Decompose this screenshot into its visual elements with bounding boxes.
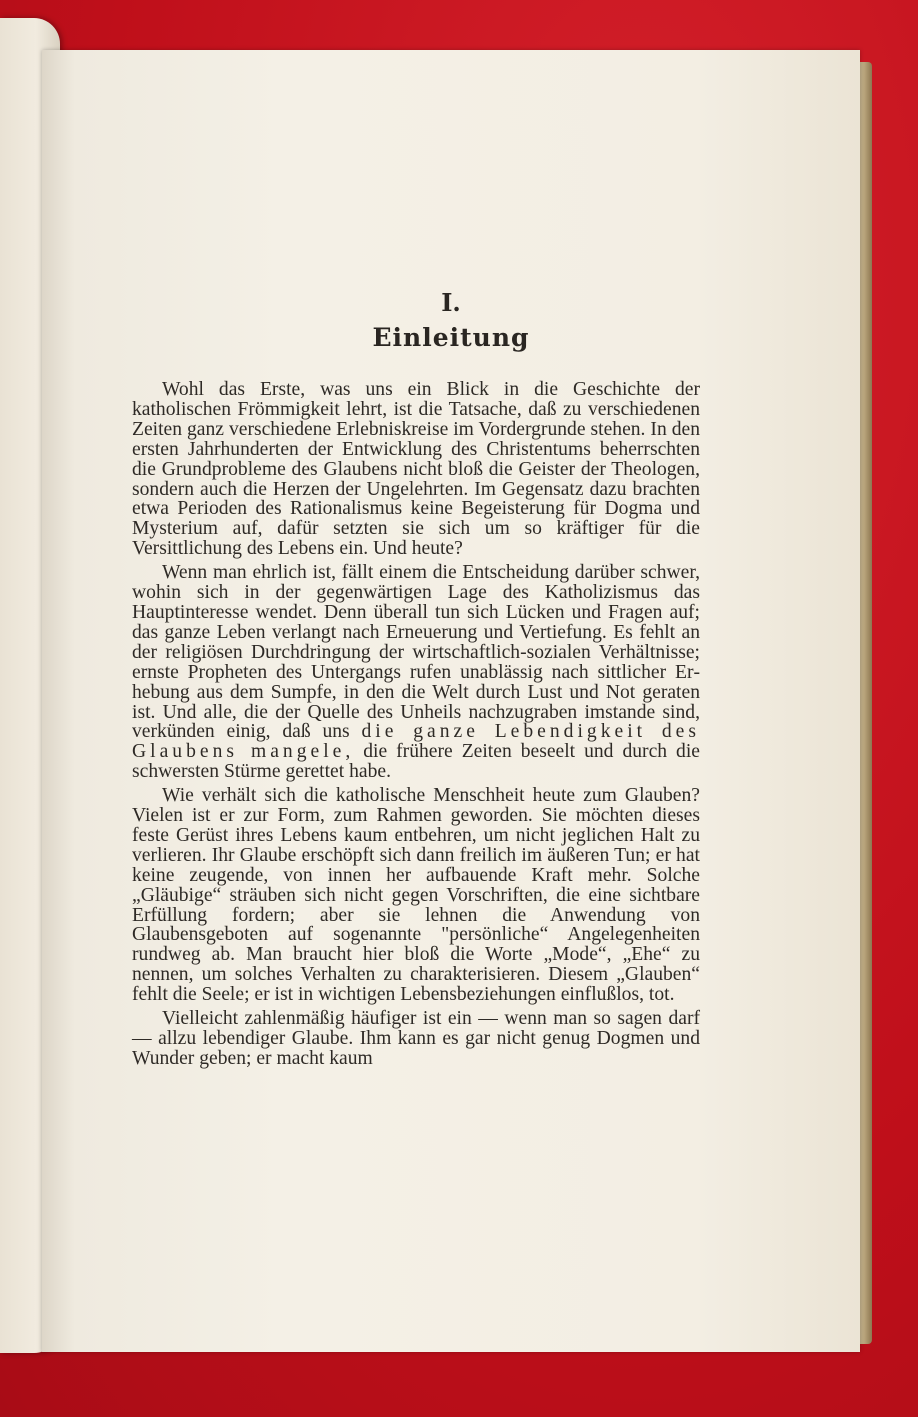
- paragraph-4: Vielleicht zahlenmäßig häufiger ist ein — wenn man so sagen darf — allzu lebendiger Glaube. Ihm kann es gar nicht genug Dogmen und Wunder geben; er macht kaum: [132, 1008, 700, 1069]
- paragraph-2: [132, 563, 700, 782]
- book-page: [42, 50, 860, 1352]
- chapter-title: Einleitung: [372, 323, 530, 352]
- chapter-number: I.: [441, 288, 461, 317]
- paragraph-2-emphasis: die ganze Lebendigkeit des Glaubens mangele,: [132, 721, 701, 763]
- paragraph-1: Wohl das Erste, was uns ein Blick in die Geschichte der katholischen Frömmigkeit lehrt, ist die Tatsache, daß zu verschiedenen Zeiten ganz verschiedene Erlebniskreise im Vordergrunde stehen. In den ersten Jahrhunderten der Entwicklung des Christentums beherrschten die Grundprobleme des Glaubens nicht bloß die Geister der Theologen, sondern auch die Herzen der Ungelehrten. Im Gegensatz dazu brachten etwa Perioden des Rationalismus keine Begeisterung für Dogma und Mysterium auf, dafür setzten sie sich um so kräftiger für die Versittlichung des Lebens ein. Und heute?: [132, 379, 700, 560]
- body-text: [132, 380, 700, 1073]
- paragraph-2-before: Wenn man ehrlich ist, fällt einem die Entscheidung darüber schwer, wohin sich in der gegenwärtigen Lage des Katholizismus das Hauptinteresse wendet. Denn überall tun sich Lücken und Fragen auf; das ganze Leben verlangt nach Erneuerung und Vertiefung. Es fehlt an der religiösen Durchdringung der wirtschaftlich-sozialen Verhältnisse; ernste Propheten des Untergangs rufen unablässig nach sittlicher Erhebung aus dem Sumpfe, in den die Welt durch Lust und Not geraten ist. Und alle, die der Quelle des Unheils nachzugraben imstande sind, verkünden einig, daß uns: [132, 562, 700, 743]
- paragraph-3: Wie verhält sich die katholische Menschheit heute zum Glauben? Vielen ist er zur Form, zum Rahmen geworden. Sie möchten dieses feste Gerüst ihres Lebens kaum entbehren, um nicht jeglichen Halt zu verlieren. Ihr Glaube erschöpft sich dann freilich im äußeren Tun; er hat keine zeugende, von innen her aufbauende Kraft mehr. Solche „Gläubige“ sträuben sich nicht gegen Vorschriften, die eine sichtbare Erfüllung fordern; aber sie lehnen die Anwendung von Glaubensgeboten auf sogenannte "persönliche“ Angelegenheiten rundweg ab. Man braucht hier bloß die Worte „Mode“, „Ehe“ zu nennen, um solches Verhalten zu charakterisieren. Diesem „Glauben“ fehlt die Seele; er ist in wichtigen Lebensbeziehungen einflußlos, tot.: [132, 785, 700, 1006]
- paragraph-2-after: die frühere Zeiten beseelt und durch die schwersten Stürme gerettet habe.: [132, 741, 700, 783]
